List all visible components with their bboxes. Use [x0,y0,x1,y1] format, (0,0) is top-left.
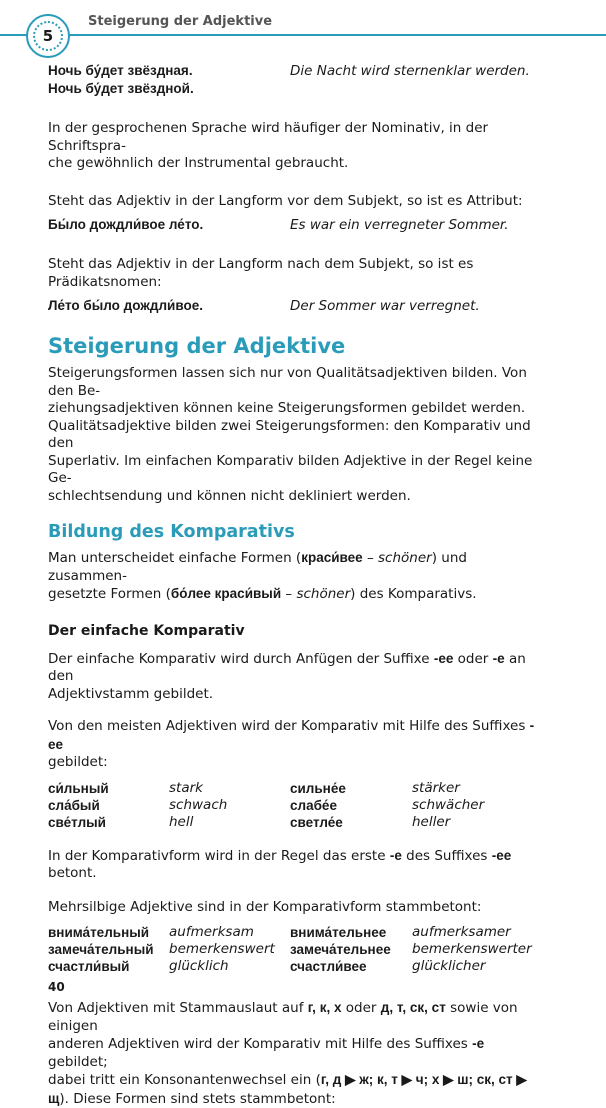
paragraph-line: In der gesprochenen Sprache wird häufiger der Nominativ, in der Schriftspra- [48,120,548,155]
table-row [48,797,548,814]
example-german: Es war ein verregneter Sommer. [290,216,509,234]
adjective-ru: све́тлый [48,814,106,831]
comparative-ru: внима́тельнее [290,924,386,941]
paragraph-line: dabei tritt ein Konsonantenwechsel ein (г, д ▶ ж; к, т ▶ ч; х ▶ ш; ск, ст ▶ [48,1071,548,1090]
adjective-de: glücklich [169,958,229,975]
paragraph-line: Von Adjektiven mit Stammauslaut auf г, к, х oder д, т, ск, ст sowie von einigen [48,999,548,1035]
attribut-text: Steht das Adjektiv in der Langform vor dem Subjekt, so ist es Attribut: [48,193,548,211]
paragraph-line: Superlativ. Im einfachen Komparativ bilden Adjektive in der Regel keine Ge- [48,453,548,488]
paragraph-line: Man unterscheidet einfache Formen (краси́вее – schöner) und zusammen- [48,549,548,585]
page-number: 40 [48,980,65,994]
paragraph-line: gesetzte Formen (бо́лее краси́вый – schöner) des Komparativs. [48,585,548,604]
adjective-de: bemerkenswert [169,941,275,958]
comparative-de: bemerkenswerter [412,941,532,958]
paragraph-line: Mehrsilbige Adjektive sind in der Komparativform stammbetont: [48,899,548,917]
table-row [48,814,548,831]
paragraph-line: Steigerungsformen lassen sich nur von Qualitätsadjektiven bilden. Von den Be- [48,365,548,400]
comparative-de: glücklicher [412,958,485,975]
paragraph-line: Von den meisten Adjektiven wird der Komparativ mit Hilfe des Suffixes -ee [48,717,548,754]
chapter-badge [26,14,70,58]
paragraph-line: anderen Adjektiven wird der Komparativ mit Hilfe des Suffixes -e gebildet; [48,1035,548,1071]
comparative-table-2 [48,924,548,975]
example-german: Die Nacht wird sternenklar werden. [290,62,530,80]
paragraph-line: gebildet: [48,754,548,772]
example-row [48,297,548,315]
table-row [48,924,548,941]
adjective-de: schwach [169,797,227,814]
comparative-de: stärker [412,780,460,797]
running-title: Steigerung der Adjektive [88,14,272,29]
paragraph-line: щ). Diese Formen sind stets stammbetont: [48,1090,548,1108]
comparative-ru: счастли́вее [290,958,366,975]
paragraph-line: Adjektivstamm gebildet. [48,686,548,704]
comparative-de: heller [412,814,450,831]
sub-subsection-heading: Der einfache Komparativ [48,622,548,640]
table-row [48,941,548,958]
comparative-ru: слабе́е [290,797,337,814]
comparative-de: aufmerksamer [412,924,511,941]
page-header [0,0,606,60]
section-heading: Steigerung der Adjektive [48,333,548,359]
example-german: Der Sommer war verregnet. [290,297,480,315]
example-russian: Ночь бу́дет звёздной. [48,80,194,98]
header-rule [0,34,606,36]
adjective-de: hell [169,814,193,831]
chapter-number: 5 [33,21,63,51]
page-content [48,62,548,1108]
paragraph-line: che gewöhnlich der Instrumental gebraucht. [48,155,548,173]
comparative-ru: светле́е [290,814,343,831]
adjective-de: stark [169,780,203,797]
example-russian: Бы́ло дождли́вое ле́то. [48,216,203,234]
paragraph-line: Qualitätsadjektive bilden zwei Steigerungsformen: den Komparativ und den [48,418,548,453]
example-row [48,62,548,80]
adjective-ru: сла́бый [48,797,100,814]
example-russian: Ночь бу́дет звёздная. [48,62,193,80]
subsection-heading: Bildung des Komparativs [48,521,548,543]
example-row [48,80,548,98]
paragraph-line: Der einfache Komparativ wird durch Anfügen der Suffixe -ee oder -e an den [48,650,548,686]
paragraph-line: ziehungsadjektiven können keine Steigerungsformen gebildet werden. [48,400,548,418]
adjective-ru: счастли́вый [48,958,129,975]
praedikat-text: Steht das Adjektiv in der Langform nach dem Subjekt, so ist es Prädikatsnomen: [48,256,548,291]
paragraph-line: schlechtsendung und können nicht dekliniert werden. [48,488,548,506]
example-russian: Ле́то бы́ло дождли́вое. [48,297,203,315]
adjective-ru: внима́тельный [48,924,149,941]
comparative-ru: замеча́тельнее [290,941,391,958]
adjective-de: aufmerksam [169,924,254,941]
example-row [48,216,548,234]
paragraph-line: In der Komparativform wird in der Regel das erste -e des Suffixes -ee betont. [48,847,548,883]
comparative-ru: сильне́е [290,780,346,797]
adjective-ru: си́льный [48,780,109,797]
table-row [48,958,548,975]
comparative-de: schwächer [412,797,484,814]
comparative-table-1 [48,780,548,831]
table-row [48,780,548,797]
adjective-ru: замеча́тельный [48,941,154,958]
